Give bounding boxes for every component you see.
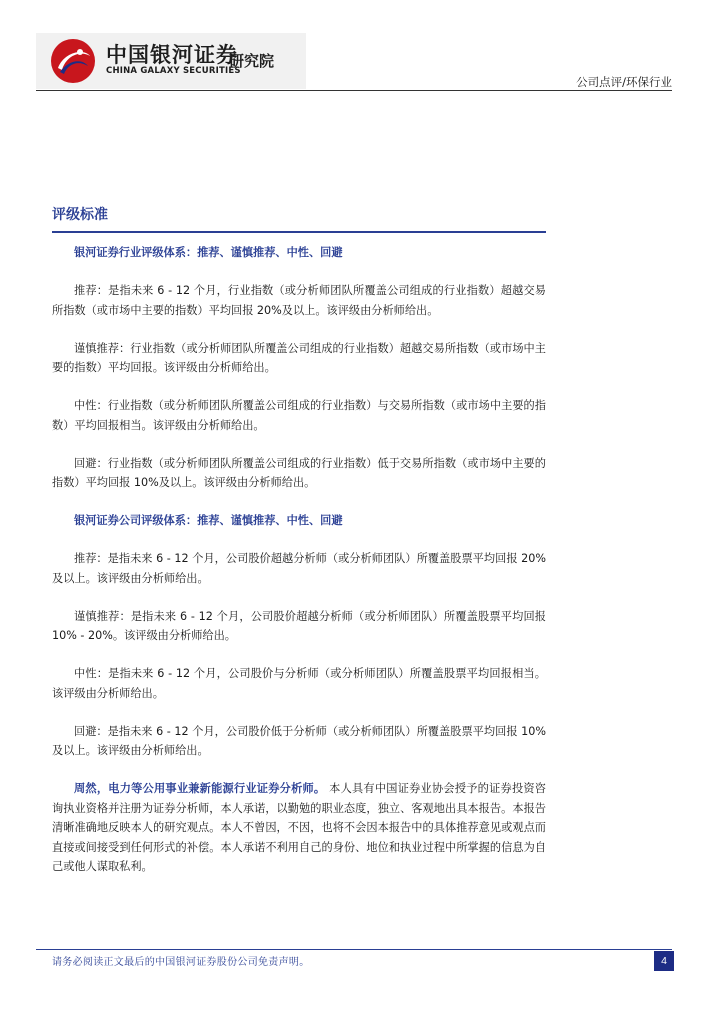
- analyst-certification: [52, 779, 546, 877]
- page-number: 4: [654, 951, 674, 971]
- industry-rating-recommend: 推荐：是指未来 6 - 12 个月，行业指数（或分析师团队所覆盖公司组成的行业指数）超越交易所指数（或市场中主要的指数）平均回报 20%及以上。该评级由分析师给出。: [52, 284, 546, 317]
- analyst-name: 周然，电力等公用事业兼新能源行业证券分析师。: [74, 782, 326, 795]
- industry-rating-cautious: 谨慎推荐：行业指数（或分析师团队所覆盖公司组成的行业指数）超越交易所指数（或市场中主要的指数）平均回报。该评级由分析师给出。: [52, 341, 546, 374]
- certification-text: 本人具有中国证券业协会授予的证券投资咨询执业资格并注册为证券分析师，本人承诺，以勤勉的职业态度，独立、客观地出具本报告。本报告清晰准确地反映本人的研究观点。本人不曾因，不因，也将不会因本报告中的具体推荐意见或观点而直接或间接受到任何形式的补偿。本人承诺不利用自己的身份、地位和执业过程中所掌握的信息为自己或他人谋取私利。: [52, 782, 546, 873]
- logo-chinese-name: 中国银河证券: [106, 43, 238, 67]
- company-rating-avoid: 回避：是指未来 6 - 12 个月，公司股价低于分析师（或分析师团队）所覆盖股票平均回报 10%及以上。该评级由分析师给出。: [52, 724, 546, 757]
- company-logo: [36, 33, 306, 89]
- company-rating-heading: 银河证券公司评级体系：推荐、谨慎推荐、中性、回避: [74, 514, 343, 527]
- logo-english-name: CHINA GALAXY SECURITIES: [106, 66, 241, 76]
- company-rating-recommend: 推荐：是指未来 6 - 12 个月，公司股价超越分析师（或分析师团队）所覆盖股票平均回报 20%及以上。该评级由分析师给出。: [52, 552, 546, 585]
- industry-rating-neutral: 中性：行业指数（或分析师团队所覆盖公司组成的行业指数）与交易所指数（或市场中主要的指数）平均回报相当。该评级由分析师给出。: [52, 399, 546, 432]
- company-rating-cautious: 谨慎推荐：是指未来 6 - 12 个月，公司股价超越分析师（或分析师团队）所覆盖股票平均回报 10% - 20%。该评级由分析师给出。: [52, 609, 546, 642]
- industry-rating-avoid: 回避：行业指数（或分析师团队所覆盖公司组成的行业指数）低于交易所指数（或市场中主要的指数）平均回报 10%及以上。该评级由分析师给出。: [52, 456, 546, 489]
- footer-disclaimer: 请务必阅读正文最后的中国银河证券股份公司免责声明。: [52, 957, 310, 968]
- section-title: 评级标准: [52, 207, 108, 223]
- galaxy-logo-icon: [50, 38, 96, 84]
- footer-divider: [36, 949, 672, 950]
- report-category: 公司点评/环保行业: [576, 75, 672, 89]
- header-divider: [36, 90, 672, 91]
- rating-content: [52, 243, 546, 895]
- industry-rating-heading: 银河证券行业评级体系：推荐、谨慎推荐、中性、回避: [74, 246, 343, 259]
- logo-institute: 研究院: [229, 52, 275, 70]
- section-divider: [52, 231, 546, 233]
- company-rating-neutral: 中性：是指未来 6 - 12 个月，公司股价与分析师（或分析师团队）所覆盖股票平均回报相当。该评级由分析师给出。: [52, 667, 546, 700]
